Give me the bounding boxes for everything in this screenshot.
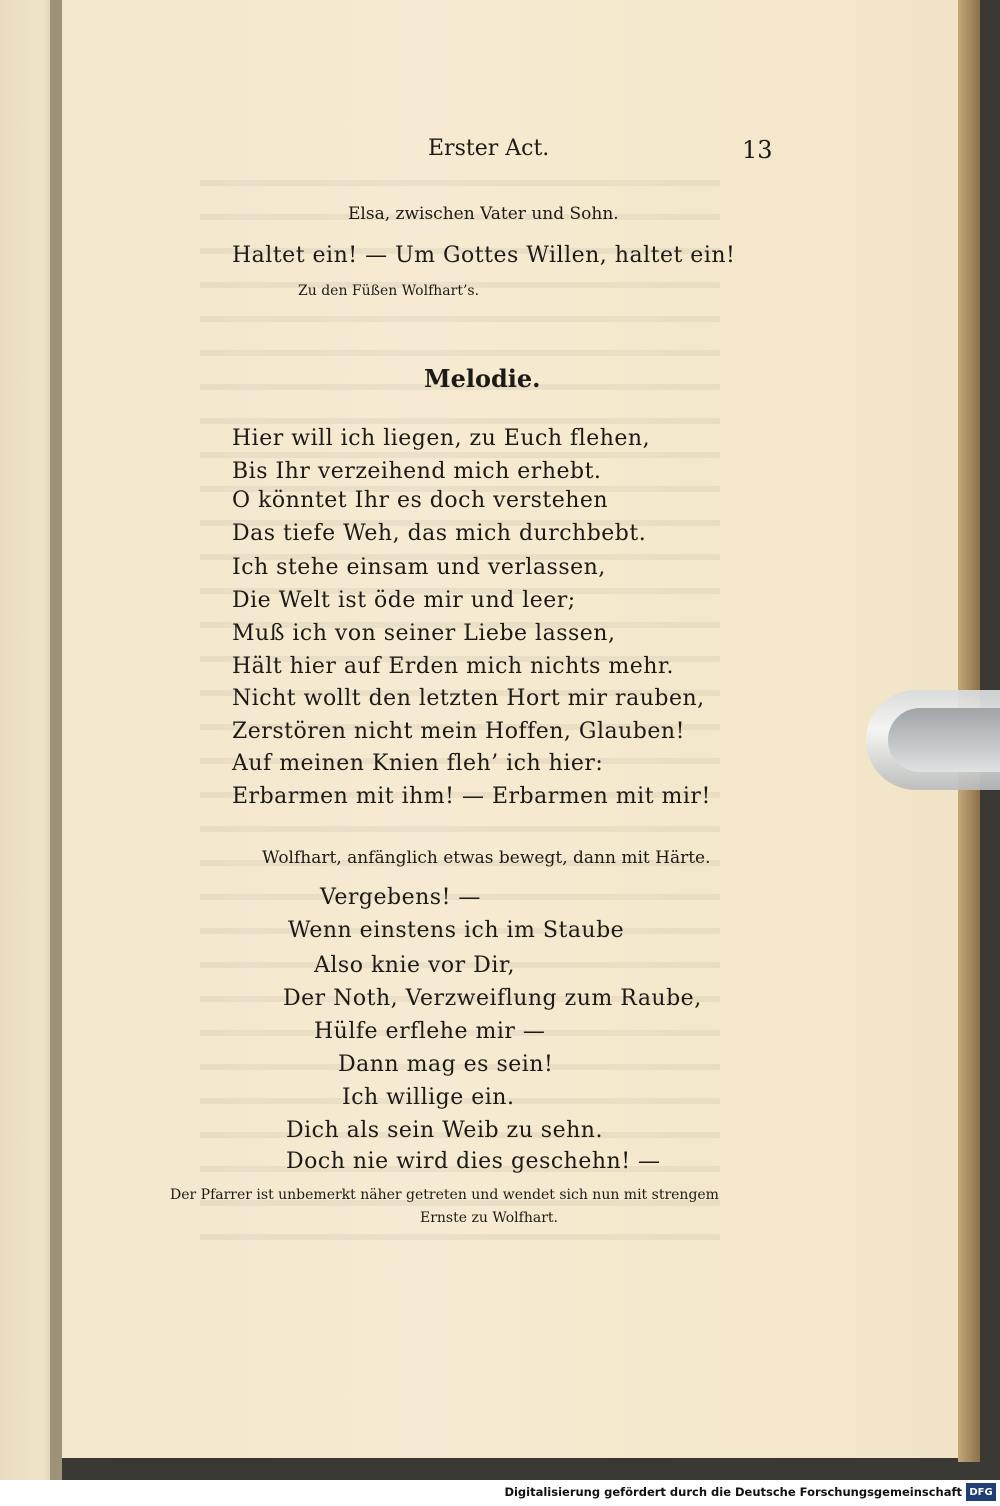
verse-line: Das tiefe Weh, das mich durchbebt.	[232, 521, 647, 546]
verse-line: Der Noth, Verzweiflung zum Raube,	[283, 986, 702, 1011]
dialogue-line: Haltet ein! — Um Gottes Willen, haltet ein!	[232, 243, 736, 268]
verse-line: Muß ich von seiner Liebe lassen,	[232, 621, 616, 646]
verse-line: Die Welt ist öde mir und leer;	[232, 588, 576, 613]
page-number: 13	[742, 136, 773, 164]
verse-line: Auf meinen Knien fleh’ ich hier:	[232, 751, 604, 776]
verse-line: Zerstören nicht mein Hoffen, Glauben!	[232, 719, 685, 744]
verse-line: Wenn einstens ich im Staube	[288, 918, 625, 943]
verse-line: Hülfe erflehe mir —	[314, 1019, 546, 1044]
verse-line: Ich willige ein.	[342, 1085, 515, 1110]
dfg-logo: DFG	[966, 1483, 996, 1501]
verse-line: Doch nie wird dies geschehn! —	[286, 1149, 661, 1174]
footer-credit: Digitalisierung gefördert durch die Deutsche Forschungsgemeinschaft	[504, 1485, 962, 1499]
song-title: Melodie.	[424, 364, 541, 393]
verse-line: Hält hier auf Erden mich nichts mehr.	[232, 654, 675, 679]
running-header: Erster Act.	[428, 136, 550, 161]
verse-line: Also knie vor Dir,	[314, 953, 515, 978]
stage-direction: Ernste zu Wolfhart.	[420, 1210, 558, 1226]
verse-line: O könntet Ihr es doch verstehen	[232, 488, 609, 513]
verse-line: Bis Ihr verzeihend mich erhebt.	[232, 459, 602, 484]
speaker-wolfhart: Wolfhart, anfänglich etwas bewegt, dann mit Härte.	[262, 848, 711, 868]
verse-line: Erbarmen mit ihm! — Erbarmen mit mir!	[232, 784, 711, 809]
stage-direction: Zu den Füßen Wolfhart’s.	[298, 283, 480, 299]
verse-line: Hier will ich liegen, zu Euch flehen,	[232, 426, 651, 451]
verse-line: Ich stehe einsam und verlassen,	[232, 555, 606, 580]
verse-line: Nicht wollt den letzten Hort mir rauben,	[232, 686, 705, 711]
verse-line: Vergebens! —	[320, 885, 481, 910]
verse-line: Dich als sein Weib zu sehn.	[286, 1118, 603, 1143]
stage-direction: Der Pfarrer ist unbemerkt näher getreten und wendet sich nun mit strengem	[170, 1187, 719, 1203]
page-clip-inner	[888, 708, 1000, 772]
book-gutter	[50, 0, 62, 1480]
speaker-elsa: Elsa, zwischen Vater und Sohn.	[348, 204, 619, 224]
verse-line: Dann mag es sein!	[338, 1052, 554, 1077]
